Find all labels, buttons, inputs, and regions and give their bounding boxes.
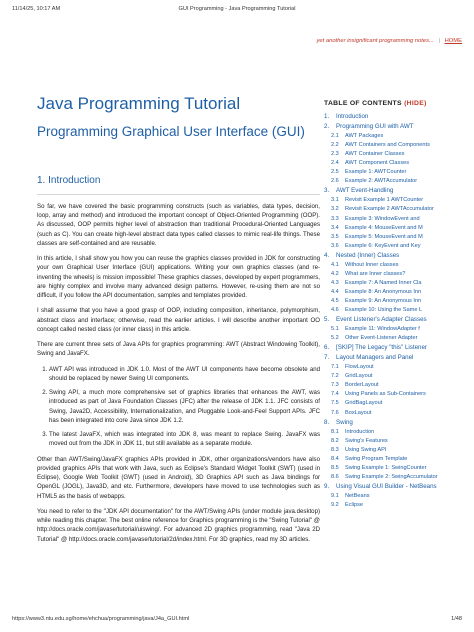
paragraph: I shall assume that you have a good grasp of OOP, including composition, inheritance, polymorphism, abstract class and interface; otherwise, read the earlier articles. I will describe another important OO concept called nested class (or inner class) in this article. xyxy=(37,307,320,333)
toc-item[interactable] xyxy=(324,363,462,372)
toc-item-label: Event Listener's Adapter Classes xyxy=(336,316,427,324)
toc-item-number: 7.3 xyxy=(331,382,339,389)
toc-item-label: [SKIP] The Legacy "this" Listener xyxy=(336,344,427,352)
toc-item-label: Example 3: WindowEvent and xyxy=(345,215,420,222)
site-tagline-bar xyxy=(317,38,462,44)
toc-item[interactable] xyxy=(324,306,462,315)
toc-item-label: What are Inner classes? xyxy=(345,270,406,277)
toc-item-number: 8.4 xyxy=(331,455,339,462)
toc-item-label: Using Swing API xyxy=(345,446,387,453)
toc-item[interactable] xyxy=(324,409,462,418)
tagline-separator: | xyxy=(438,38,440,44)
toc-item[interactable] xyxy=(324,446,462,455)
toc-item-label: Swing Example 2: SwingAccumulator xyxy=(345,473,438,480)
toc-item[interactable] xyxy=(324,482,462,492)
toc-item-number: 7.4 xyxy=(331,391,339,398)
toc-item-label: Example 5: MouseEvent and M xyxy=(345,233,423,240)
toc-item[interactable] xyxy=(324,399,462,408)
toc-item[interactable] xyxy=(324,390,462,399)
paragraph: So far, we have covered the basic programming constructs (such as variables, data types, decision, loop, array and method) and introduced the important concept of Object-Oriented Programming (OOP). As discussed, OOP permits higher level of abstraction than traditional Procedural-Oriented Languages (such as C). You can create high-level abstract data types called classes to mimic real-life things. These classes are self-contained and are reusable. xyxy=(37,202,320,247)
toc-item[interactable] xyxy=(324,215,462,224)
toc-item[interactable] xyxy=(324,141,462,150)
toc-item-number: 8.5 xyxy=(331,464,339,471)
toc-item-number: 4.3 xyxy=(331,279,339,286)
toc-item-label: AWT Containers and Components xyxy=(345,142,430,149)
toc-item[interactable] xyxy=(324,334,462,343)
toc-item[interactable] xyxy=(324,279,462,288)
paragraph: There are current three sets of Java APIs for graphics programming: AWT (Abstract Windowing Toolkit), Swing and JavaFX. xyxy=(37,341,320,358)
toc-item-label: Layout Managers and Panel xyxy=(336,354,414,362)
toc-item[interactable] xyxy=(324,122,462,132)
toc-item-number: 4.1 xyxy=(331,261,339,268)
toc-item-label: AWT Component Classes xyxy=(345,160,410,167)
toc-item[interactable] xyxy=(324,297,462,306)
toc-item[interactable] xyxy=(324,428,462,437)
toc-item-number: 2. xyxy=(324,123,330,131)
toc-hide-toggle[interactable]: (HIDE) xyxy=(404,100,427,107)
toc-item[interactable] xyxy=(324,473,462,482)
toc-item-label: Swing Program Template xyxy=(345,455,408,462)
toc-item-number: 8. xyxy=(324,418,330,426)
toc-item[interactable] xyxy=(324,353,462,363)
toc-item-number: 4.2 xyxy=(331,270,339,277)
toc-item[interactable] xyxy=(324,492,462,501)
toc-item-label: Example 11: WindowAdapter f xyxy=(345,326,420,333)
toc-item-label: GridLayout xyxy=(345,373,373,380)
page-title: Java Programming Tutorial xyxy=(37,94,241,113)
paragraph: In this article, I shall show you how you can reuse the graphics classes provided in JDK for constructing your own Graphical User Interface (GUI) applications. Writing your own graphics classes (and re-inventing the wheels) is mission impossible! These graphics classes, developed by expert programmers, are highly complex and involve many advanced design patterns. However, re-using them are not so difficult, if you follow the API documentation, samples and templates provided. xyxy=(37,255,320,299)
toc-item-number: 3.4 xyxy=(331,224,339,231)
toc-item[interactable] xyxy=(324,177,462,186)
toc-item[interactable] xyxy=(324,150,462,159)
toc-item-number: 2.4 xyxy=(331,160,339,167)
toc-item-number: 4. xyxy=(324,251,330,259)
toc-item[interactable] xyxy=(324,501,462,510)
toc-item-number: 2.5 xyxy=(331,169,339,176)
toc-item[interactable] xyxy=(324,381,462,390)
toc-item-number: 1. xyxy=(324,113,330,120)
toc-item-number: 5.2 xyxy=(331,335,339,342)
list-item: 3. The latest JavaFX, which was integrated into JDK 8, was meant to replace Swing. JavaFX was moved out from the JDK in JDK 11, but still available as a separate module. xyxy=(49,430,320,449)
page-subtitle: Programming Graphical User Interface (GUI) xyxy=(37,123,305,139)
toc-item[interactable] xyxy=(324,112,462,122)
toc-item-number: 8.1 xyxy=(331,428,339,435)
toc-item[interactable] xyxy=(324,464,462,473)
print-url: https://www3.ntu.edu.sg/home/ehchua/programming/java/J4a_GUI.html xyxy=(12,616,190,622)
toc-item-number: 3.1 xyxy=(331,197,339,204)
toc-item-label: Using Panels as Sub-Containers xyxy=(345,391,426,398)
graphics-api-list xyxy=(37,365,320,449)
section-heading-introduction: 1. Introduction xyxy=(37,174,101,186)
toc-item-label: BoxLayout xyxy=(345,409,372,416)
paragraph: You need to refer to the "JDK API documentation" for the AWT/Swing APIs (under module java.desktop) while reading this chapter. The best online reference for Graphics programming is the "Swing Tutorial" @ http://docs.oracle.com/javase/tutorial/uiswing/. For advanced 2D graphics programming, read "Java 2D Tutorial" @ http://docs.oracle.com/javase/tutorial/2d/index.html. For 3D graphics, read my 3D articles. xyxy=(37,507,320,543)
toc-item-label: Revisit Example 2 AWTAccumulator xyxy=(345,206,434,213)
toc-item[interactable] xyxy=(324,372,462,381)
toc-item-label: Nested (Inner) Classes xyxy=(336,251,400,259)
toc-item[interactable] xyxy=(324,325,462,334)
toc-item[interactable] xyxy=(324,270,462,279)
toc-item-label: AWT Packages xyxy=(345,133,384,140)
toc-item-number: 7.5 xyxy=(331,400,339,407)
toc-item-label: BorderLayout xyxy=(345,382,379,389)
toc-item-label: Example 2: AWTAccumulator xyxy=(345,178,418,185)
toc-item-number: 3.3 xyxy=(331,215,339,222)
toc-item[interactable] xyxy=(324,315,462,325)
toc-item-number: 4.6 xyxy=(331,306,339,313)
toc-item-number: 8.3 xyxy=(331,446,339,453)
toc-item-label: Using Visual GUI Builder - NetBeans xyxy=(336,482,437,490)
toc-item-number: 7.1 xyxy=(331,364,339,371)
toc-item-number: 2.3 xyxy=(331,151,339,158)
toc-item[interactable] xyxy=(324,343,462,353)
site-tagline: yet another insignificant programming notes... xyxy=(316,38,434,44)
toc-item-label: Eclipse xyxy=(345,501,364,508)
toc-item-label: AWT Container Classes xyxy=(345,151,405,158)
toc-item-label: Revisit Example 1 AWTCounter xyxy=(345,197,424,204)
toc-item[interactable] xyxy=(324,224,462,233)
print-datetime: 11/14/25, 10:17 AM xyxy=(12,6,61,12)
toc-item-number: 2.1 xyxy=(331,133,339,140)
toc-item-number: 9.2 xyxy=(331,501,339,508)
toc-item-number: 3.6 xyxy=(331,242,339,249)
paragraph: Other than AWT/Swing/JavaFX graphics APIs provided in JDK, other organizations/vendors have also provided graphics APIs that work with Java, such as Eclipse's Standard Widget Toolkit (SWT) (used in Eclipse), Google Web Toolkit (GWT) (used in Android), 3D Graphics API such as Java bindings for OpenGL (JOGL), Java3D, and etc. Furthermore, developers have moved to use technologies such as HTML5 as the basis of webapps. xyxy=(37,455,320,500)
toc-item-number: 6. xyxy=(324,344,330,352)
toc-item-label: Example 8: An Anonymous Inn xyxy=(345,288,422,295)
toc-item-label: Without Inner classes xyxy=(345,261,399,268)
article-body xyxy=(37,95,320,550)
toc-item-label: Example 10: Using the Same L xyxy=(345,306,423,313)
toc-item-number: 7. xyxy=(324,354,330,362)
toc-item-number: 3.5 xyxy=(331,233,339,240)
list-item: 1. AWT API was introduced in JDK 1.0. Most of the AWT UI components have become obsolete and should be replaced by newer Swing UI components. xyxy=(49,365,320,384)
toc-item-label: Example 4: MouseEvent and M xyxy=(345,224,423,231)
toc-item-number: 7.2 xyxy=(331,373,339,380)
toc-item-label: Programming GUI with AWT xyxy=(336,123,414,131)
toc-item-label: Introduction xyxy=(345,428,375,435)
toc-item-label: Swing Example 1: SwingCounter xyxy=(345,464,427,471)
toc-item[interactable] xyxy=(324,233,462,242)
toc-item-number: 5. xyxy=(324,316,330,324)
print-page-number: 1/48 xyxy=(451,616,462,622)
toc-item-label: Example 6: KeyEvent and Key xyxy=(345,242,421,249)
toc-item-number: 3. xyxy=(324,187,330,195)
toc-item-number: 7.6 xyxy=(331,409,339,416)
toc-item-number: 8.2 xyxy=(331,437,339,444)
toc-item-number: 8.6 xyxy=(331,473,339,480)
toc-item[interactable] xyxy=(324,437,462,446)
home-link[interactable]: HOME xyxy=(444,38,462,44)
toc-item-number: 9.1 xyxy=(331,492,339,499)
toc-item-label: Swing xyxy=(336,418,353,426)
toc-item-number: 2.2 xyxy=(331,142,339,149)
toc-item-number: 9. xyxy=(324,482,330,490)
section-divider xyxy=(37,194,320,195)
toc-item-label: GridBagLayout xyxy=(345,400,383,407)
toc-item-label: AWT Event-Handling xyxy=(336,187,394,195)
toc-item[interactable] xyxy=(324,251,462,261)
toc-item-label: NetBeans xyxy=(345,492,370,499)
toc-item[interactable] xyxy=(324,418,462,428)
list-item: 2. Swing API, a much more comprehensive set of graphics libraries that enhances the AWT, was introduced as part of Java Foundation Classes (JFC) after the release of JDK 1.1. JFC consists of Swing, Java2D, Accessibility, Internationalization, and Pluggable Look-and-Feel Support APIs. JFC has been integrated into core Java since JDK 1.2. xyxy=(49,388,320,425)
toc-title-text: TABLE OF CONTENTS xyxy=(324,100,402,107)
toc-item-label: Other Event-Listener Adapter xyxy=(345,335,418,342)
toc-item[interactable] xyxy=(324,159,462,168)
toc-item-label: Swing's Features xyxy=(345,437,388,444)
toc-item[interactable] xyxy=(324,168,462,177)
toc-item-label: Example 7: A Named Inner Cla xyxy=(345,279,422,286)
toc-item-number: 4.5 xyxy=(331,297,339,304)
toc-item[interactable] xyxy=(324,196,462,205)
toc-list xyxy=(324,112,462,510)
toc-item-number: 2.6 xyxy=(331,178,339,185)
toc-item[interactable] xyxy=(324,261,462,270)
toc-item[interactable] xyxy=(324,242,462,251)
toc-item-label: Example 9: An Anonymous Inn xyxy=(345,297,422,304)
toc-item-number: 4.4 xyxy=(331,288,339,295)
toc-item-number: 5.1 xyxy=(331,326,339,333)
toc-title xyxy=(324,98,462,109)
toc-item[interactable] xyxy=(324,132,462,141)
toc-item[interactable] xyxy=(324,186,462,196)
toc-item[interactable] xyxy=(324,288,462,297)
toc-item[interactable] xyxy=(324,205,462,214)
toc-item-label: FlowLayout xyxy=(345,364,374,371)
toc-item-label: Introduction xyxy=(336,113,369,120)
print-page-title: GUI Programming - Java Programming Tutorial xyxy=(178,6,296,12)
toc-item-number: 3.2 xyxy=(331,206,339,213)
toc-item[interactable] xyxy=(324,455,462,464)
print-footer xyxy=(12,616,462,626)
toc-item-label: Example 1: AWTCounter xyxy=(345,169,407,176)
table-of-contents xyxy=(324,98,462,510)
print-header xyxy=(12,6,462,16)
